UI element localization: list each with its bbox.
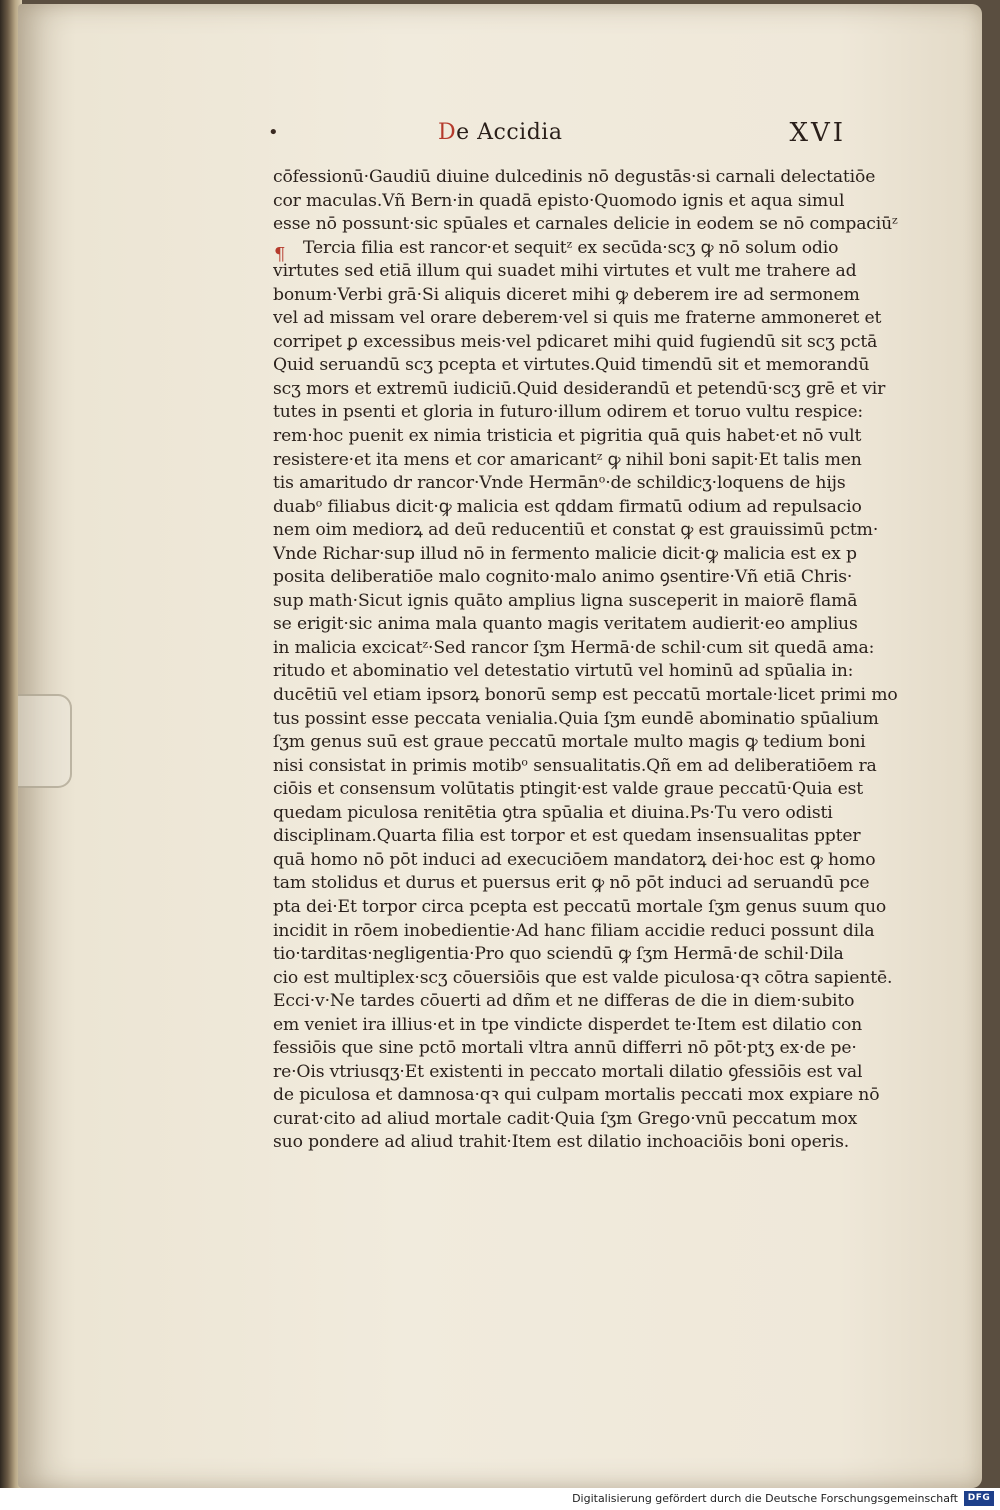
text-line: esse nō possunt·sic spūales et carnales delicie in eodem se nō compaciūᶻ (273, 214, 898, 235)
text-line: scʒ mors et extremū iudiciū.Quid desiderandū et petendū·scʒ grē et vir (273, 378, 886, 399)
text-line: em veniet ira illius·et in tpe vindicte disperdet te·Item est dilatio con (273, 1014, 863, 1035)
text-line: bonum·Verbi grā·Si aliquis diceret mihi ꝙ deberem ire ad sermonem (273, 284, 860, 305)
page-header (260, 118, 860, 154)
text-line: tutes in psenti et gloria in futuro·illum odirem et toruo vultu respice: (273, 402, 864, 423)
text-line: in malicia excicatᶻ·Sed rancor ſʒm Hermā·de schil·cum sit quedā ama: (273, 637, 875, 658)
text-line: tis amaritudo dr rancor·Vnde Hermānᵒ·de schildicʒ·loquens de hijs (273, 473, 846, 494)
text-line: virtutes sed etiā illum qui suadet mihi virtutes et vult me trahere ad (273, 261, 857, 282)
text-line: ducētiū vel etiam ipsorꝝ bonorū semp est peccatū mortale·licet primi mo (273, 685, 898, 706)
text-line: fessiōis que sine pctō mortali vltra annū differri nō pōt·ptʒ ex·de pe· (273, 1038, 857, 1059)
header-dot: • (268, 122, 279, 143)
page-tab-marker (18, 694, 72, 788)
folio-number: XVI (789, 118, 846, 148)
text-line: ſʒm genus suū est graue peccatū mortale multo magis ꝙ tedium boni (273, 732, 866, 753)
text-line: tam stolidus et durus et puersus erit ꝙ nō pōt induci ad seruandū pce (273, 873, 870, 894)
text-line: vel ad missam vel orare deberem·vel si quis me fraterne ammoneret et (273, 308, 882, 329)
dfg-logo: DFG (964, 1491, 994, 1506)
text-line: re·Ois vtriusqʒ·Et existenti in peccato mortali dilatio ꝯfessiōis est val (273, 1061, 863, 1082)
text-line: rem·hoc puenit ex nimia tristicia et pigritia quā quis habet·et nō vult (273, 426, 862, 447)
text-line: tus possint esse peccata venialia.Quia ſʒm eundē abominatio spūalium (273, 708, 879, 729)
text-line: cōfessionū·Gaudiū diuine dulcedinis nō degustās·si carnali delectatiōe (273, 167, 876, 187)
main-text-block (273, 166, 933, 1155)
text-line: posita deliberatiōe malo cognito·malo animo ꝯsentire·Vñ etiā Chris· (273, 567, 853, 588)
running-title-text: e Accidia (456, 120, 563, 145)
text-line: corripet ꝑ excessibus meis·vel pdicaret mihi quid fugiendū sit scʒ pctā (273, 331, 878, 352)
text-line: quā homo nō pōt induci ad execuciōem mandatorꝝ dei·hoc est ꝙ homo (273, 849, 876, 870)
text-line: cio est multiplex·scʒ cōuersiōis que est valde piculosa·qꝛ cōtra sapientē. (273, 967, 893, 988)
text-line: sup math·Sicut ignis quāto amplius ligna susceperit in maiorē flamā (273, 590, 858, 611)
text-line: disciplinam.Quarta filia est torpor et est quedam insensualitas ppter (273, 826, 861, 847)
text-line: Quid seruandū scʒ pcepta et virtutes.Quid timendū sit et memorandū (273, 355, 870, 376)
text-line: incidit in rōem inobedientie·Ad hanc filiam accidie reduci possunt dila (273, 920, 875, 941)
running-title-rubric: D (438, 120, 457, 145)
footer-bar (0, 1488, 1000, 1510)
text-line: se erigit·sic anima mala quanto magis veritatem audierit·eo amplius (273, 614, 858, 635)
text-line: pta dei·Et torpor circa pcepta est peccatū mortale ſʒm genus suum quo (273, 896, 887, 917)
text-line: Tercia filia est rancor·et sequitᶻ ex secūda·scʒ ꝙ nō solum odio (303, 237, 839, 258)
text-line: curat·cito ad aliud mortale cadit·Quia ſʒm Grego·vnū peccatum mox (273, 1108, 858, 1129)
text-line: Vnde Richar·sup illud nō in fermento malicie dicit·ꝙ malicia est ex p (273, 543, 857, 564)
text-line: Ecci·v·Ne tardes cōuerti ad dñm et ne differas de die in diem·subito (273, 991, 855, 1012)
text-line: resistere·et ita mens et cor amaricantᶻ ꝙ nihil boni sapit·Et talis men (273, 449, 862, 470)
text-line: duabᵒ filiabus dicit·ꝙ malicia est qddam firmatū odium ad repulsacio (273, 496, 862, 517)
text-line: nem oim mediorꝝ ad deū reducentiū et constat ꝙ est grauissimū pctm· (273, 520, 879, 541)
text-line: ritudo et abominatio vel detestatio virtutū vel hominū ad spūalia in: (273, 661, 854, 682)
text-line: suo pondere ad aliud trahit·Item est dilatio inchoaciōis boni operis. (273, 1132, 850, 1153)
text-line: nisi consistat in primis motibᵒ sensualitatis.Qñ em ad deliberatiōem ra (273, 755, 877, 776)
running-title (438, 120, 562, 145)
text-line: tio·tarditas·negligentia·Pro quo sciendū ꝙ ſʒm Hermā·de schil·Dila (273, 944, 844, 965)
text-line: ciōis et consensum volūtatis ptingit·est valde graue peccatū·Quia est (273, 779, 864, 800)
funding-credit: Digitalisierung gefördert durch die Deutsche Forschungsgemeinschaft (572, 1492, 958, 1505)
pilcrow-mark: ¶ (274, 244, 286, 265)
text-line: de piculosa et damnosa·qꝛ qui culpam mortalis peccati mox expiare nō (273, 1085, 880, 1106)
text-line: cor maculas.Vñ Bern·in quadā episto·Quomodo ignis et aqua simul (273, 190, 845, 211)
text-line: quedam piculosa renitētia ꝯtra spūalia et diuina.Ps·Tu vero odisti (273, 802, 833, 823)
